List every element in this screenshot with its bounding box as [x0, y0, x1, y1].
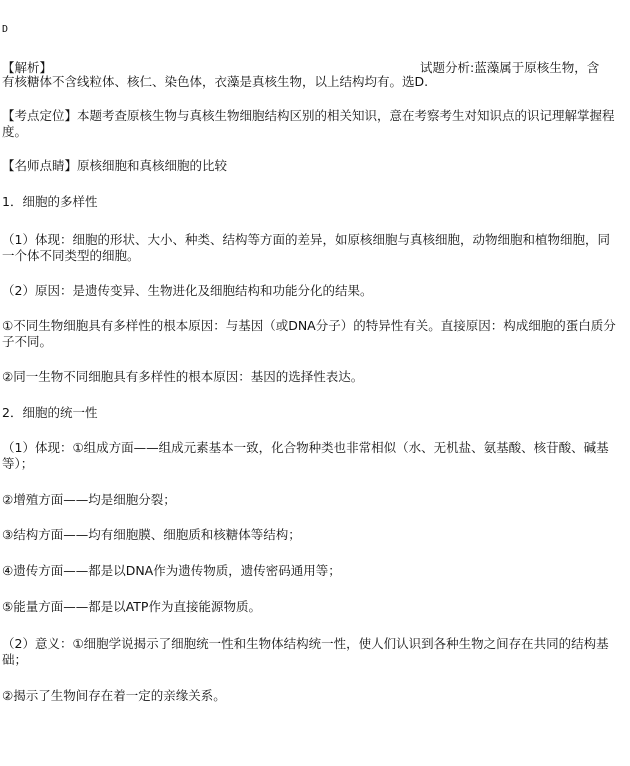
teacher-text: 原核细胞和真核细胞的比较	[77, 158, 228, 173]
analysis-label: 【解析】	[2, 60, 53, 75]
point-text: 本题考查原核生物与真核生物细胞结构区别的相关知识，意在考察考生对知识点的识记理解掌握程度。	[2, 108, 615, 139]
unity-kinship: ②揭示了生物间存在着一定的亲缘关系。	[2, 688, 226, 703]
unity-structure: ③结构方面——均有细胞膜、细胞质和核糖体等结构；	[2, 527, 301, 542]
point-label: 【考点定位】	[2, 108, 78, 123]
analysis-intro: 试题分析:蓝藻属于原核生物，含	[420, 60, 600, 75]
diversity-cause: （2）原因：是遗传变异、生物进化及细胞结构和功能分化的结果。	[2, 283, 373, 298]
unity-heredity: ④遗传方面——都是以DNA作为遗传物质，遗传密码通用等；	[2, 563, 341, 578]
unity-energy: ⑤能量方面——都是以ATP作为直接能源物质。	[2, 599, 261, 614]
diversity-root-cause-cells: ②同一生物不同细胞具有多样性的根本原因：基因的选择性表达。	[2, 369, 364, 384]
diversity-root-cause-species: ①不同生物细胞具有多样性的根本原因：与基因（或DNA分子）的特异性有关。直接原因：构成细胞的蛋白质分子不同。	[2, 318, 616, 349]
point-paragraph	[2, 108, 622, 140]
section-heading-diversity: 1．细胞的多样性	[2, 194, 98, 209]
section-heading-unity: 2．细胞的统一性	[2, 405, 98, 420]
answer-letter: D	[2, 24, 9, 35]
teacher-paragraph	[2, 158, 622, 174]
diversity-manifestation: （1）体现：细胞的形状、大小、种类、结构等方面的差异，如原核细胞与真核细胞，动物细胞和植物细胞，同一个体不同类型的细胞。	[2, 232, 610, 263]
teacher-label: 【名师点睛】	[2, 158, 78, 173]
analysis-text: 有核糖体不含线粒体、核仁、染色体，衣藻是真核生物，以上结构均有。选D.	[2, 74, 429, 89]
unity-composition: （1）体现：①组成方面——组成元素基本一致，化合物种类也非常相似（水、无机盐、氨基酸、核苷酸、碱基等）；	[2, 440, 609, 471]
unity-significance: （2）意义：①细胞学说揭示了细胞统一性和生物体结构统一性，使人们认识到各种生物之间存在共同的结构基础；	[2, 636, 609, 667]
unity-proliferation: ②增殖方面——均是细胞分裂；	[2, 492, 176, 507]
